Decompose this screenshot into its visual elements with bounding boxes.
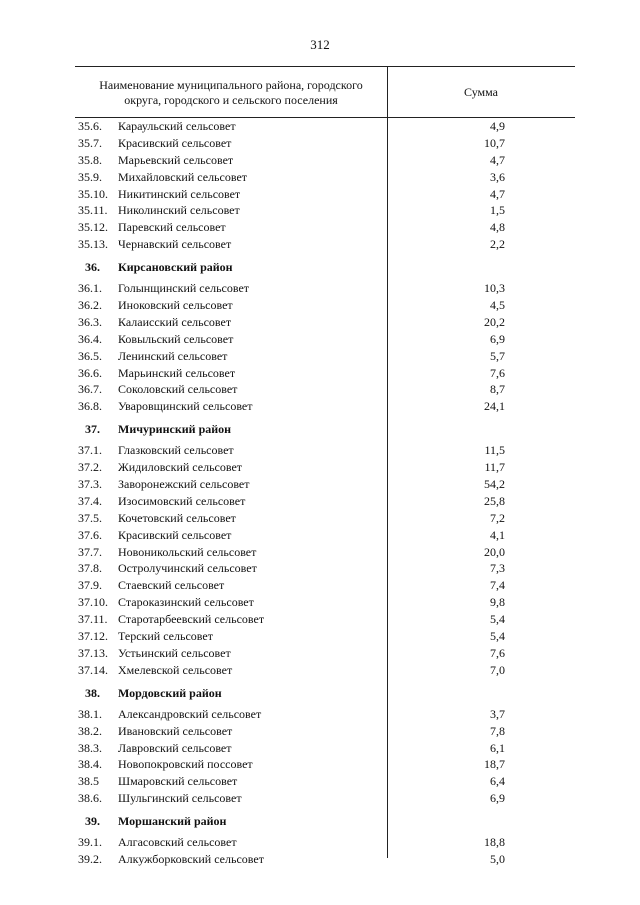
row-number: 37.4. [78,493,102,508]
district-name: Моршанский район [118,814,227,829]
district-number: 39. [85,814,100,829]
rows-block-35 [75,118,575,253]
table-row [75,756,575,773]
row-number: 37.7. [78,544,102,559]
district-number: 37. [85,422,100,437]
name-header-line2: округа, городского и сельского поселения [124,93,338,107]
table-row [75,186,575,203]
row-sum: 7,3 [490,561,505,576]
row-sum: 25,8 [484,493,505,508]
table-row [75,527,575,544]
row-number: 37.9. [78,578,102,593]
row-sum: 18,7 [484,757,505,772]
settlement-name: Ивановский сельсовет [118,723,233,738]
row-number: 37.8. [78,561,102,576]
row-sum: 6,4 [490,774,505,789]
row-sum: 6,9 [490,331,505,346]
settlement-name: Старотарбеевский сельсовет [118,612,265,627]
settlement-name: Жидиловский сельсовет [118,460,243,475]
rows-block-36 [75,280,575,415]
row-number: 36.2. [78,298,102,313]
district-number: 36. [85,260,100,275]
row-number: 35.8. [78,152,102,167]
table-row [75,169,575,186]
sum-column-header: Сумма [464,84,498,99]
settlement-name: Заворонежский сельсовет [118,477,250,492]
row-number: 35.7. [78,135,102,150]
row-sum: 7,0 [490,662,505,677]
row-number: 37.10. [78,595,108,610]
table-row [75,314,575,331]
table-row [75,851,575,868]
table-row [75,645,575,662]
row-number: 35.12. [78,220,108,235]
settlement-name: Кочетовский сельсовет [118,510,236,525]
settlement-name: Николинский сельсовет [118,203,240,218]
settlement-name: Изосимовский сельсовет [118,493,246,508]
row-number: 37.13. [78,645,108,660]
settlement-name: Терский сельсовет [118,629,213,644]
row-number: 35.9. [78,169,102,184]
row-number: 37.11. [78,612,108,627]
district-name: Мордовский район [118,685,222,700]
row-number: 37.2. [78,460,102,475]
table-row [75,493,575,510]
row-number: 37.1. [78,443,102,458]
settlement-name: Марьевский сельсовет [118,152,234,167]
name-column-header [75,76,387,108]
row-sum: 7,6 [490,645,505,660]
settlement-name: Михайловский сельсовет [118,169,248,184]
table-row [75,790,575,807]
settlement-name: Голынщинский сельсовет [118,281,250,296]
table-row [75,706,575,723]
row-sum: 4,7 [490,186,505,201]
row-sum: 54,2 [484,477,505,492]
settlement-name: Красивский сельсовет [118,527,232,542]
district-number: 38. [85,685,100,700]
row-sum: 5,0 [490,851,505,866]
row-sum: 1,5 [490,203,505,218]
row-sum: 3,7 [490,706,505,721]
settlement-name: Красивский сельсовет [118,135,232,150]
table-row [75,628,575,645]
district-name: Кирсановский район [118,260,233,275]
settlement-name: Новоникольский сельсовет [118,544,257,559]
row-number: 35.13. [78,237,108,252]
row-sum: 6,1 [490,740,505,755]
settlement-name: Иноковский сельсовет [118,298,233,313]
table-row [75,348,575,365]
allocation-table [75,66,575,868]
row-number: 38.6. [78,791,102,806]
row-sum: 10,3 [484,281,505,296]
table-row [75,459,575,476]
row-number: 39.1. [78,835,102,850]
table-row [75,365,575,382]
row-number: 36.3. [78,314,102,329]
settlement-name: Устьинский сельсовет [118,645,231,660]
row-sum: 11,7 [484,460,505,475]
settlement-name: Чернавский сельсовет [118,237,232,252]
table-row [75,544,575,561]
settlement-name: Староказинский сельсовет [118,595,254,610]
row-sum: 7,6 [490,365,505,380]
row-number: 38.1. [78,706,102,721]
settlement-name: Шмаровский сельсовет [118,774,238,789]
rows-block-39 [75,834,575,868]
table-row [75,381,575,398]
row-sum: 20,2 [484,314,505,329]
settlement-name: Калаисский сельсовет [118,314,232,329]
settlement-name: Соколовский сельсовет [118,382,238,397]
row-sum: 4,5 [490,298,505,313]
table-row [75,476,575,493]
row-number: 37.12. [78,629,108,644]
settlement-name: Шульгинский сельсовет [118,791,242,806]
table-row [75,152,575,169]
table-row [75,219,575,236]
district-heading-38 [75,685,575,702]
settlement-name: Хмелевской сельсовет [118,662,233,677]
table-row [75,398,575,415]
page-number: 312 [310,37,330,52]
table-row [75,773,575,790]
row-sum: 4,9 [490,119,505,133]
settlement-name: Новопокровский поссовет [118,757,253,772]
row-number: 38.4. [78,757,102,772]
row-number: 35.10. [78,186,108,201]
row-sum: 4,8 [490,220,505,235]
row-sum: 5,4 [490,629,505,644]
table-row [75,297,575,314]
row-sum: 11,5 [484,443,505,458]
settlement-name: Александровский сельсовет [118,706,262,721]
settlement-name: Паревский сельсовет [118,220,226,235]
table-row [75,442,575,459]
row-sum: 7,8 [490,723,505,738]
table-row [75,723,575,740]
row-sum: 18,8 [484,835,505,850]
table-row [75,577,575,594]
district-name: Мичуринский район [118,422,232,437]
row-number: 36.5. [78,348,102,363]
row-number: 37.14. [78,662,108,677]
settlement-name: Стаевский сельсовет [118,578,225,593]
settlement-name: Алкужборковский сельсовет [118,851,264,866]
table-row [75,834,575,851]
table-row [75,135,575,152]
row-number: 38.5 [78,774,99,789]
settlement-name: Караульский сельсовет [118,119,236,133]
settlement-name: Глазковский сельсовет [118,443,234,458]
column-divider [387,66,388,858]
row-sum: 2,2 [490,237,505,252]
row-number: 36.7. [78,382,102,397]
table-row [75,594,575,611]
settlement-name: Алгасовский сельсовет [118,835,237,850]
row-number: 37.3. [78,477,102,492]
row-sum: 5,4 [490,612,505,627]
row-number: 37.5. [78,510,102,525]
table-row [75,202,575,219]
settlement-name: Ковыльский сельсовет [118,331,234,346]
settlement-name: Уваровщинский сельсовет [118,399,253,414]
settlement-name: Марьинский сельсовет [118,365,236,380]
row-sum: 20,0 [484,544,505,559]
row-number: 36.4. [78,331,102,346]
table-row [75,236,575,253]
district-heading-37 [75,421,575,438]
table-header [75,67,575,117]
district-heading-39 [75,813,575,830]
row-sum: 24,1 [484,399,505,414]
row-sum: 4,7 [490,152,505,167]
settlement-name: Лавровский сельсовет [118,740,232,755]
row-number: 38.2. [78,723,102,738]
table-row [75,560,575,577]
row-sum: 9,8 [490,595,505,610]
table-row [75,118,575,135]
row-number: 37.6. [78,527,102,542]
table-row [75,510,575,527]
row-sum: 6,9 [490,791,505,806]
row-sum: 5,7 [490,348,505,363]
settlement-name: Ленинский сельсовет [118,348,228,363]
table-row [75,611,575,628]
row-number: 36.8. [78,399,102,414]
row-sum: 10,7 [484,135,505,150]
row-number: 36.1. [78,281,102,296]
settlement-name: Никитинский сельсовет [118,186,241,201]
table-row [75,740,575,757]
district-heading-36 [75,259,575,276]
row-number: 38.3. [78,740,102,755]
row-sum: 3,6 [490,169,505,184]
row-number: 39.2. [78,851,102,866]
row-sum: 7,4 [490,578,505,593]
rows-block-38 [75,706,575,807]
settlement-name: Остролучинский сельсовет [118,561,257,576]
table-row [75,331,575,348]
row-number: 36.6. [78,365,102,380]
row-sum: 8,7 [490,382,505,397]
row-sum: 7,2 [490,510,505,525]
table-row [75,662,575,679]
rows-block-37 [75,442,575,678]
row-number: 35.11. [78,203,108,218]
name-header-line1: Наименование муниципального района, городского [99,78,363,92]
table-row [75,280,575,297]
row-number: 35.6. [78,119,102,133]
row-sum: 4,1 [490,527,505,542]
